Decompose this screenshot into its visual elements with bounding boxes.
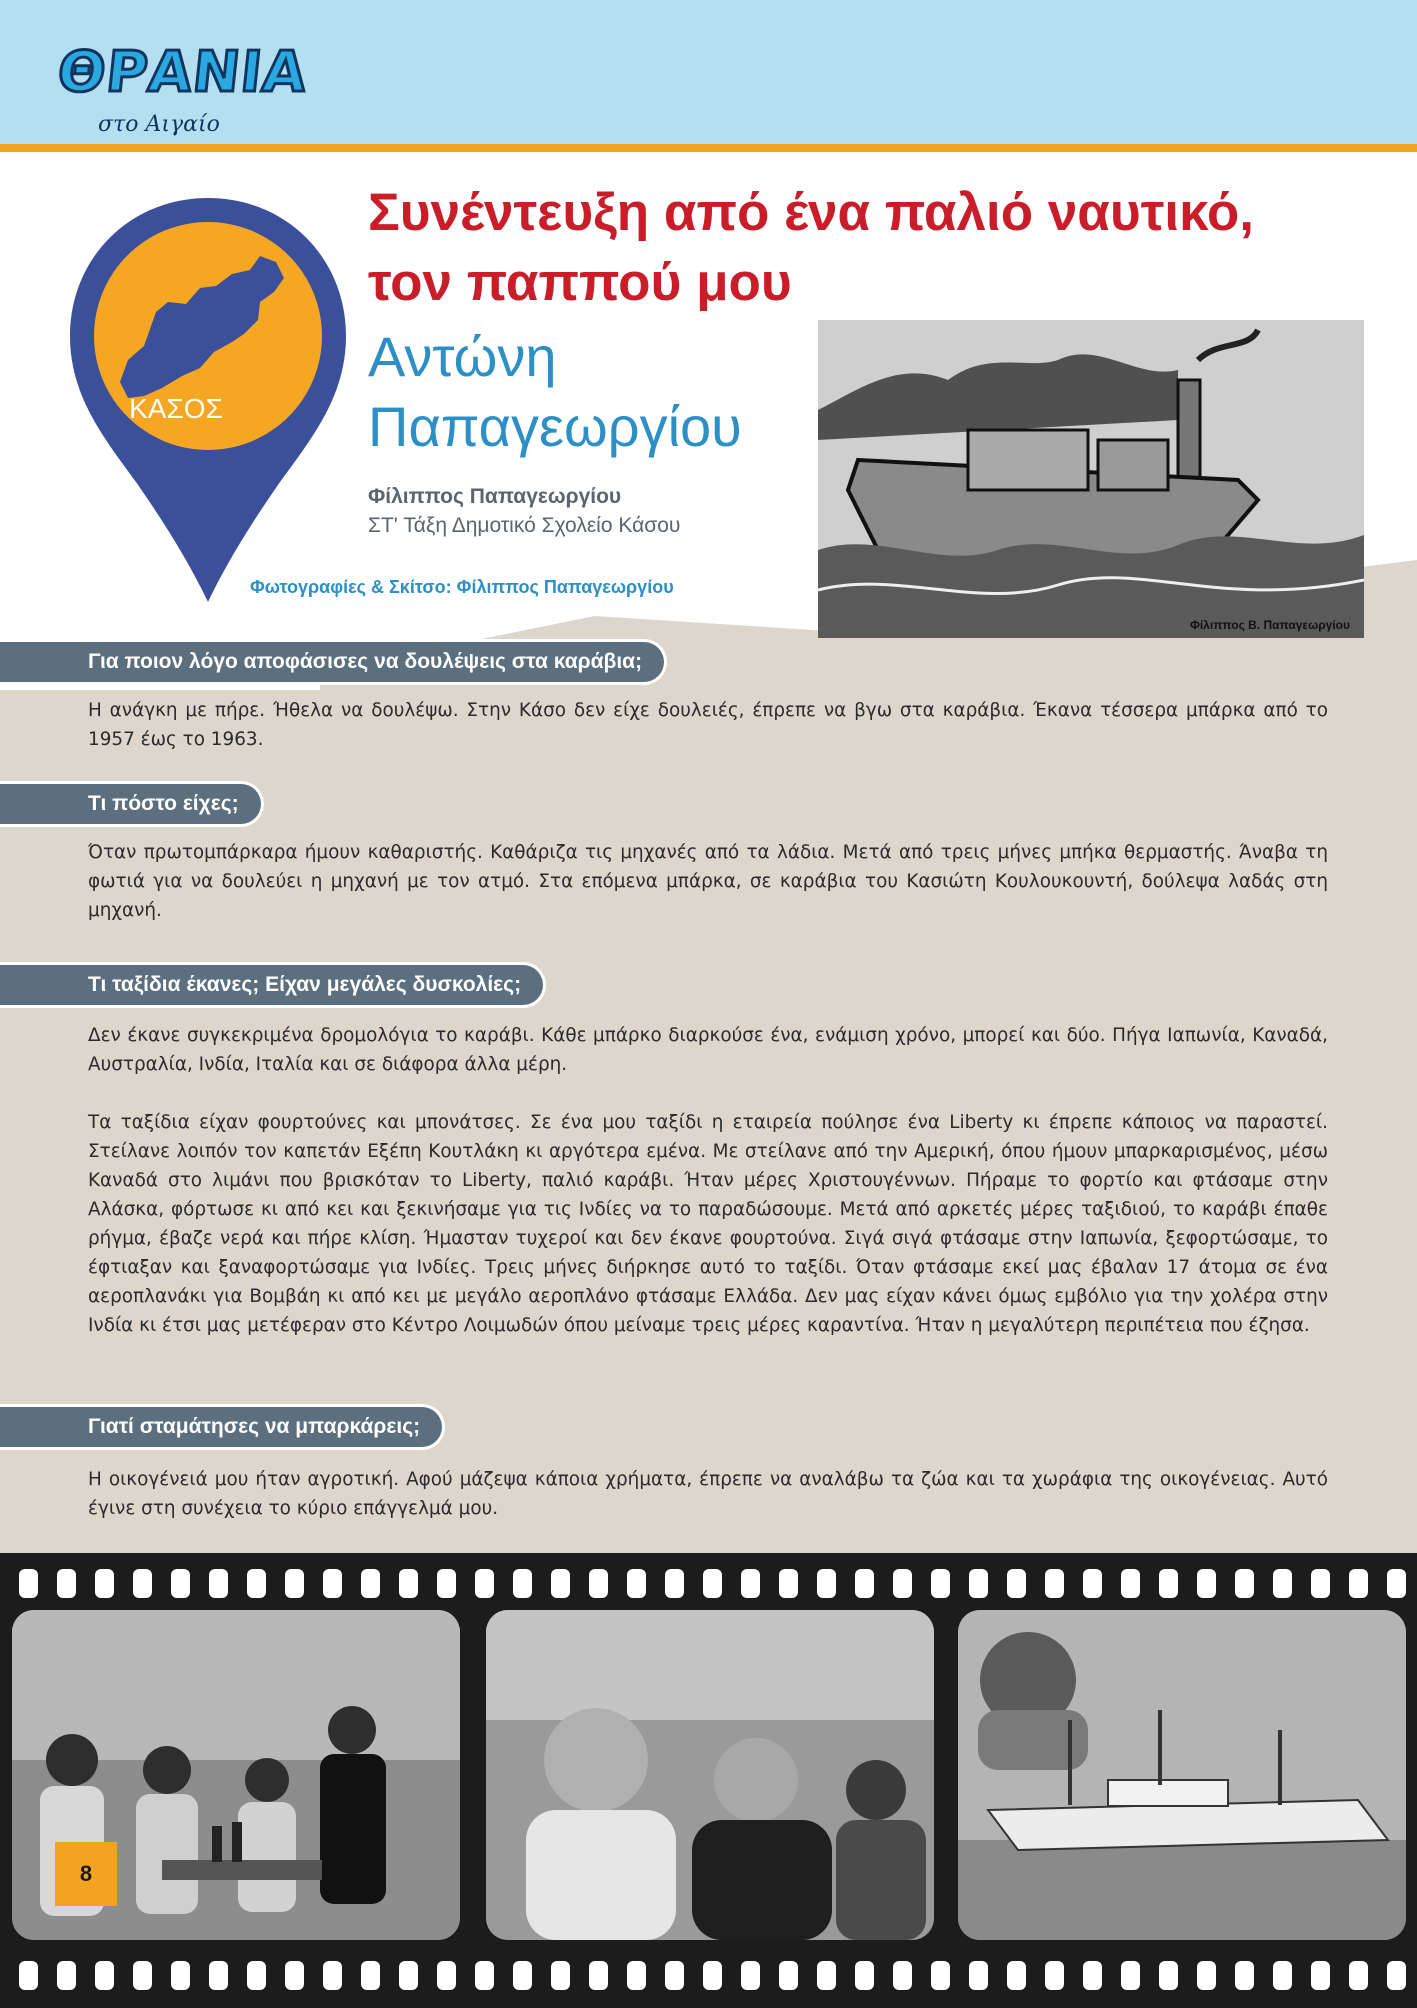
film-hole: [779, 1569, 798, 1598]
subject-line-2: Παπαγεωργίου: [368, 395, 742, 458]
film-hole: [475, 1569, 494, 1598]
film-hole: [1235, 1961, 1254, 1990]
film-hole: [133, 1569, 152, 1598]
film-hole: [171, 1961, 190, 1990]
film-hole: [1387, 1569, 1406, 1598]
ship-sketch-image: [818, 320, 1364, 638]
film-hole: [551, 1569, 570, 1598]
island-label: ΚΑΣΟΣ: [129, 393, 223, 424]
film-hole: [1387, 1961, 1406, 1990]
film-hole: [57, 1569, 76, 1598]
film-hole: [969, 1961, 988, 1990]
film-hole: [893, 1569, 912, 1598]
film-hole: [1197, 1961, 1216, 1990]
film-hole: [1197, 1569, 1216, 1598]
film-hole: [361, 1961, 380, 1990]
film-hole: [627, 1569, 646, 1598]
film-hole: [589, 1961, 608, 1990]
answer-3-paragraph-2: Τα ταξίδια είχαν φουρτούνες και μπονάτσες. Σε ένα μου ταξίδι η εταιρεία πούλησε ένα Liberty κι έπρεπε κάποιος να παραστεί. Στείλανε λοιπόν τον καπετάν Εξέπη Κουτλάκη κι αργότερα εμένα. Με στείλανε από την Αμερική, όπου ήμουν μπαρκαρισμένος, μέσω Καναδά στο λιμάνι που βρισκόταν το Liberty, παλιό καράβι. Ήταν μέρες Χριστουγέννων. Πήραμε το φορτίο και φτάσαμε στην Αλάσκα, φόρτωσε κι από κει και ξεκινήσαμε για τις Ινδίες να το παραδώσουμε. Μετά από αρκετές μέρες ταξιδιού, το καράβι έπαθε ρήγμα, έβαζε νερά και πήρε κλίση. Ήμασταν τυχεροί και δεν έκανε φουρτούνα. Σιγά σιγά φτάσαμε στην Ιαπωνία, ξεφορτώσαμε, το έφτιαξαν και ξαναφορτώσαμε για Ινδίες. Τρεις μήνες διήρκησε αυτό το ταξίδι. Όταν φτάσαμε εκεί μας έβαλαν 17 άτομα σε ένα αεροπλανάκι για Βομβάη κι από κει με μεγάλο αεροπλάνο φτάσαμε Ελλάδα. Δεν μας είχαν κάνει όμως εμβόλιο για την χολέρα στην Ινδία κι έτσι μας μετέφεραν στο Κέντρο Λοιμωδών όπου μείναμε τρεις μέρες καραντίνα. Ήταν η μεγαλύτερη περιπέτεια που έζησα.: [88, 1112, 1328, 1336]
film-hole: [437, 1569, 456, 1598]
film-hole: [627, 1961, 646, 1990]
film-hole: [1349, 1961, 1368, 1990]
film-hole: [247, 1961, 266, 1990]
title-line-2: τον παππού μου: [368, 253, 792, 312]
subject-line-1: Αντώνη: [368, 325, 557, 388]
film-hole: [551, 1961, 570, 1990]
film-hole: [95, 1961, 114, 1990]
film-hole: [19, 1961, 38, 1990]
location-pin-graphic: [64, 192, 352, 607]
film-hole: [399, 1961, 418, 1990]
film-hole: [133, 1961, 152, 1990]
film-hole: [475, 1961, 494, 1990]
film-hole: [209, 1961, 228, 1990]
film-hole: [931, 1569, 950, 1598]
film-hole: [1311, 1961, 1330, 1990]
film-hole: [665, 1569, 684, 1598]
film-hole: [1083, 1569, 1102, 1598]
film-hole: [95, 1569, 114, 1598]
film-hole: [247, 1569, 266, 1598]
film-hole: [1159, 1961, 1178, 1990]
film-hole: [323, 1961, 342, 1990]
film-hole: [589, 1569, 608, 1598]
film-hole: [19, 1569, 38, 1598]
answer-1: [88, 696, 1328, 754]
film-hole: [57, 1961, 76, 1990]
question-4-tab: Γιατί σταμάτησες να μπαρκάρεις;: [0, 1404, 445, 1450]
film-hole: [703, 1569, 722, 1598]
film-hole: [969, 1569, 988, 1598]
answer-4: [88, 1465, 1328, 1523]
film-hole: [1121, 1961, 1140, 1990]
film-hole: [437, 1961, 456, 1990]
logo-main-text: ΘΡΑΝΙΑ: [54, 40, 311, 105]
answer-2: [88, 838, 1328, 925]
film-hole: [1007, 1961, 1026, 1990]
film-hole: [1007, 1569, 1026, 1598]
ship-photo: [958, 1610, 1406, 1940]
answer-3-paragraph-1: Δεν έκανε συγκεκριμένα δρομολόγια το καράβι. Κάθε μπάρκο διαρκούσε ένα, ενάμιση χρόνο, μπορεί και δύο. Πήγα Ιαπωνία, Καναδά, Αυστραλία, Ινδία, Ιταλία και σε διάφορα άλλα μέρη.: [88, 1025, 1328, 1075]
title-line-1: Συνέντευξη από ένα παλιό ναυτικό,: [368, 183, 1254, 242]
film-hole: [285, 1961, 304, 1990]
film-hole: [931, 1961, 950, 1990]
photo-frame-3: [958, 1610, 1406, 1940]
logo-sub-text: στο Αιγαίο: [98, 112, 220, 137]
film-hole: [741, 1569, 760, 1598]
film-hole: [665, 1961, 684, 1990]
film-hole: [1235, 1569, 1254, 1598]
location-pin: [64, 192, 352, 607]
film-hole: [1273, 1569, 1292, 1598]
answer-4-paragraph-1: Η οικογένειά μου ήταν αγροτική. Αφού μάζεψα κάποια χρήματα, έπρεπε να αναλάβω τα ζώα και τα χωράφια της οικογένειας. Αυτό έγινε στη συνέχεια το κύριο επάγγελμά μου.: [88, 1469, 1328, 1519]
article-title: [368, 178, 1368, 318]
film-hole: [285, 1569, 304, 1598]
film-hole: [513, 1961, 532, 1990]
author-school: ΣΤ' Τάξη Δημοτικό Σχολείο Κάσου: [368, 514, 681, 537]
film-hole: [817, 1961, 836, 1990]
ship-sketch-drawing: [818, 320, 1364, 638]
author-name: Φίλιππος Παπαγεωργίου: [368, 485, 622, 508]
question-1-tab: Για ποιον λόγο αποφάσισες να δουλέψεις στα καράβια;: [0, 639, 667, 685]
film-holes-top: [0, 1569, 1417, 1601]
film-hole: [893, 1961, 912, 1990]
answer-2-paragraph-1: Όταν πρωτομπάρκαρα ήμουν καθαριστής. Καθάριζα τις μηχανές από τα λάδια. Μετά από τρεις μήνες μπήκα θερμαστής. Άναβα τη φωτιά για να δουλεύει η μηχανή με τον ατμό. Στα επόμενα μπάρκα, σε καράβια του Κασιώτη Κουλουκουντή, δούλεψα λαδάς στη μηχανή.: [88, 842, 1328, 921]
film-hole: [741, 1961, 760, 1990]
film-hole: [399, 1569, 418, 1598]
question-3-tab: Τι ταξίδια έκανες; Είχαν μεγάλες δυσκολίες;: [0, 962, 546, 1008]
film-holes-bottom: [0, 1961, 1417, 1993]
film-hole: [171, 1569, 190, 1598]
film-hole: [1045, 1961, 1064, 1990]
film-hole: [209, 1569, 228, 1598]
film-hole: [703, 1961, 722, 1990]
film-hole: [513, 1569, 532, 1598]
film-hole: [1083, 1961, 1102, 1990]
photo-frame-2: [486, 1610, 934, 1940]
film-hole: [817, 1569, 836, 1598]
film-hole: [1349, 1569, 1368, 1598]
film-hole: [1159, 1569, 1178, 1598]
film-hole: [1273, 1961, 1292, 1990]
film-hole: [779, 1961, 798, 1990]
film-hole: [855, 1569, 874, 1598]
sketch-caption: Φίλιππος Β. Παπαγεωργίου: [1190, 618, 1350, 632]
film-hole: [361, 1569, 380, 1598]
film-hole: [1121, 1569, 1140, 1598]
film-hole: [855, 1961, 874, 1990]
answer-3: [88, 1021, 1328, 1340]
film-hole: [1311, 1569, 1330, 1598]
film-hole: [323, 1569, 342, 1598]
answer-1-paragraph-1: Η ανάγκη με πήρε. Ήθελα να δουλέψω. Στην Κάσο δεν είχε δουλειές, έπρεπε να βγω στα καράβια. Έκανα τέσσερα μπάρκα από το 1957 έως το 1963.: [88, 700, 1328, 750]
photo-credits: Φωτογραφίες & Σκίτσο: Φίλιππος Παπαγεωργίου: [250, 577, 674, 597]
film-hole: [1045, 1569, 1064, 1598]
interviewee-name: [368, 322, 828, 462]
page-number: 8: [55, 1842, 117, 1906]
magazine-logo: [54, 40, 311, 150]
sailors-portrait-photo: [486, 1610, 934, 1940]
question-2-tab: Τι πόστο είχες;: [0, 781, 264, 827]
